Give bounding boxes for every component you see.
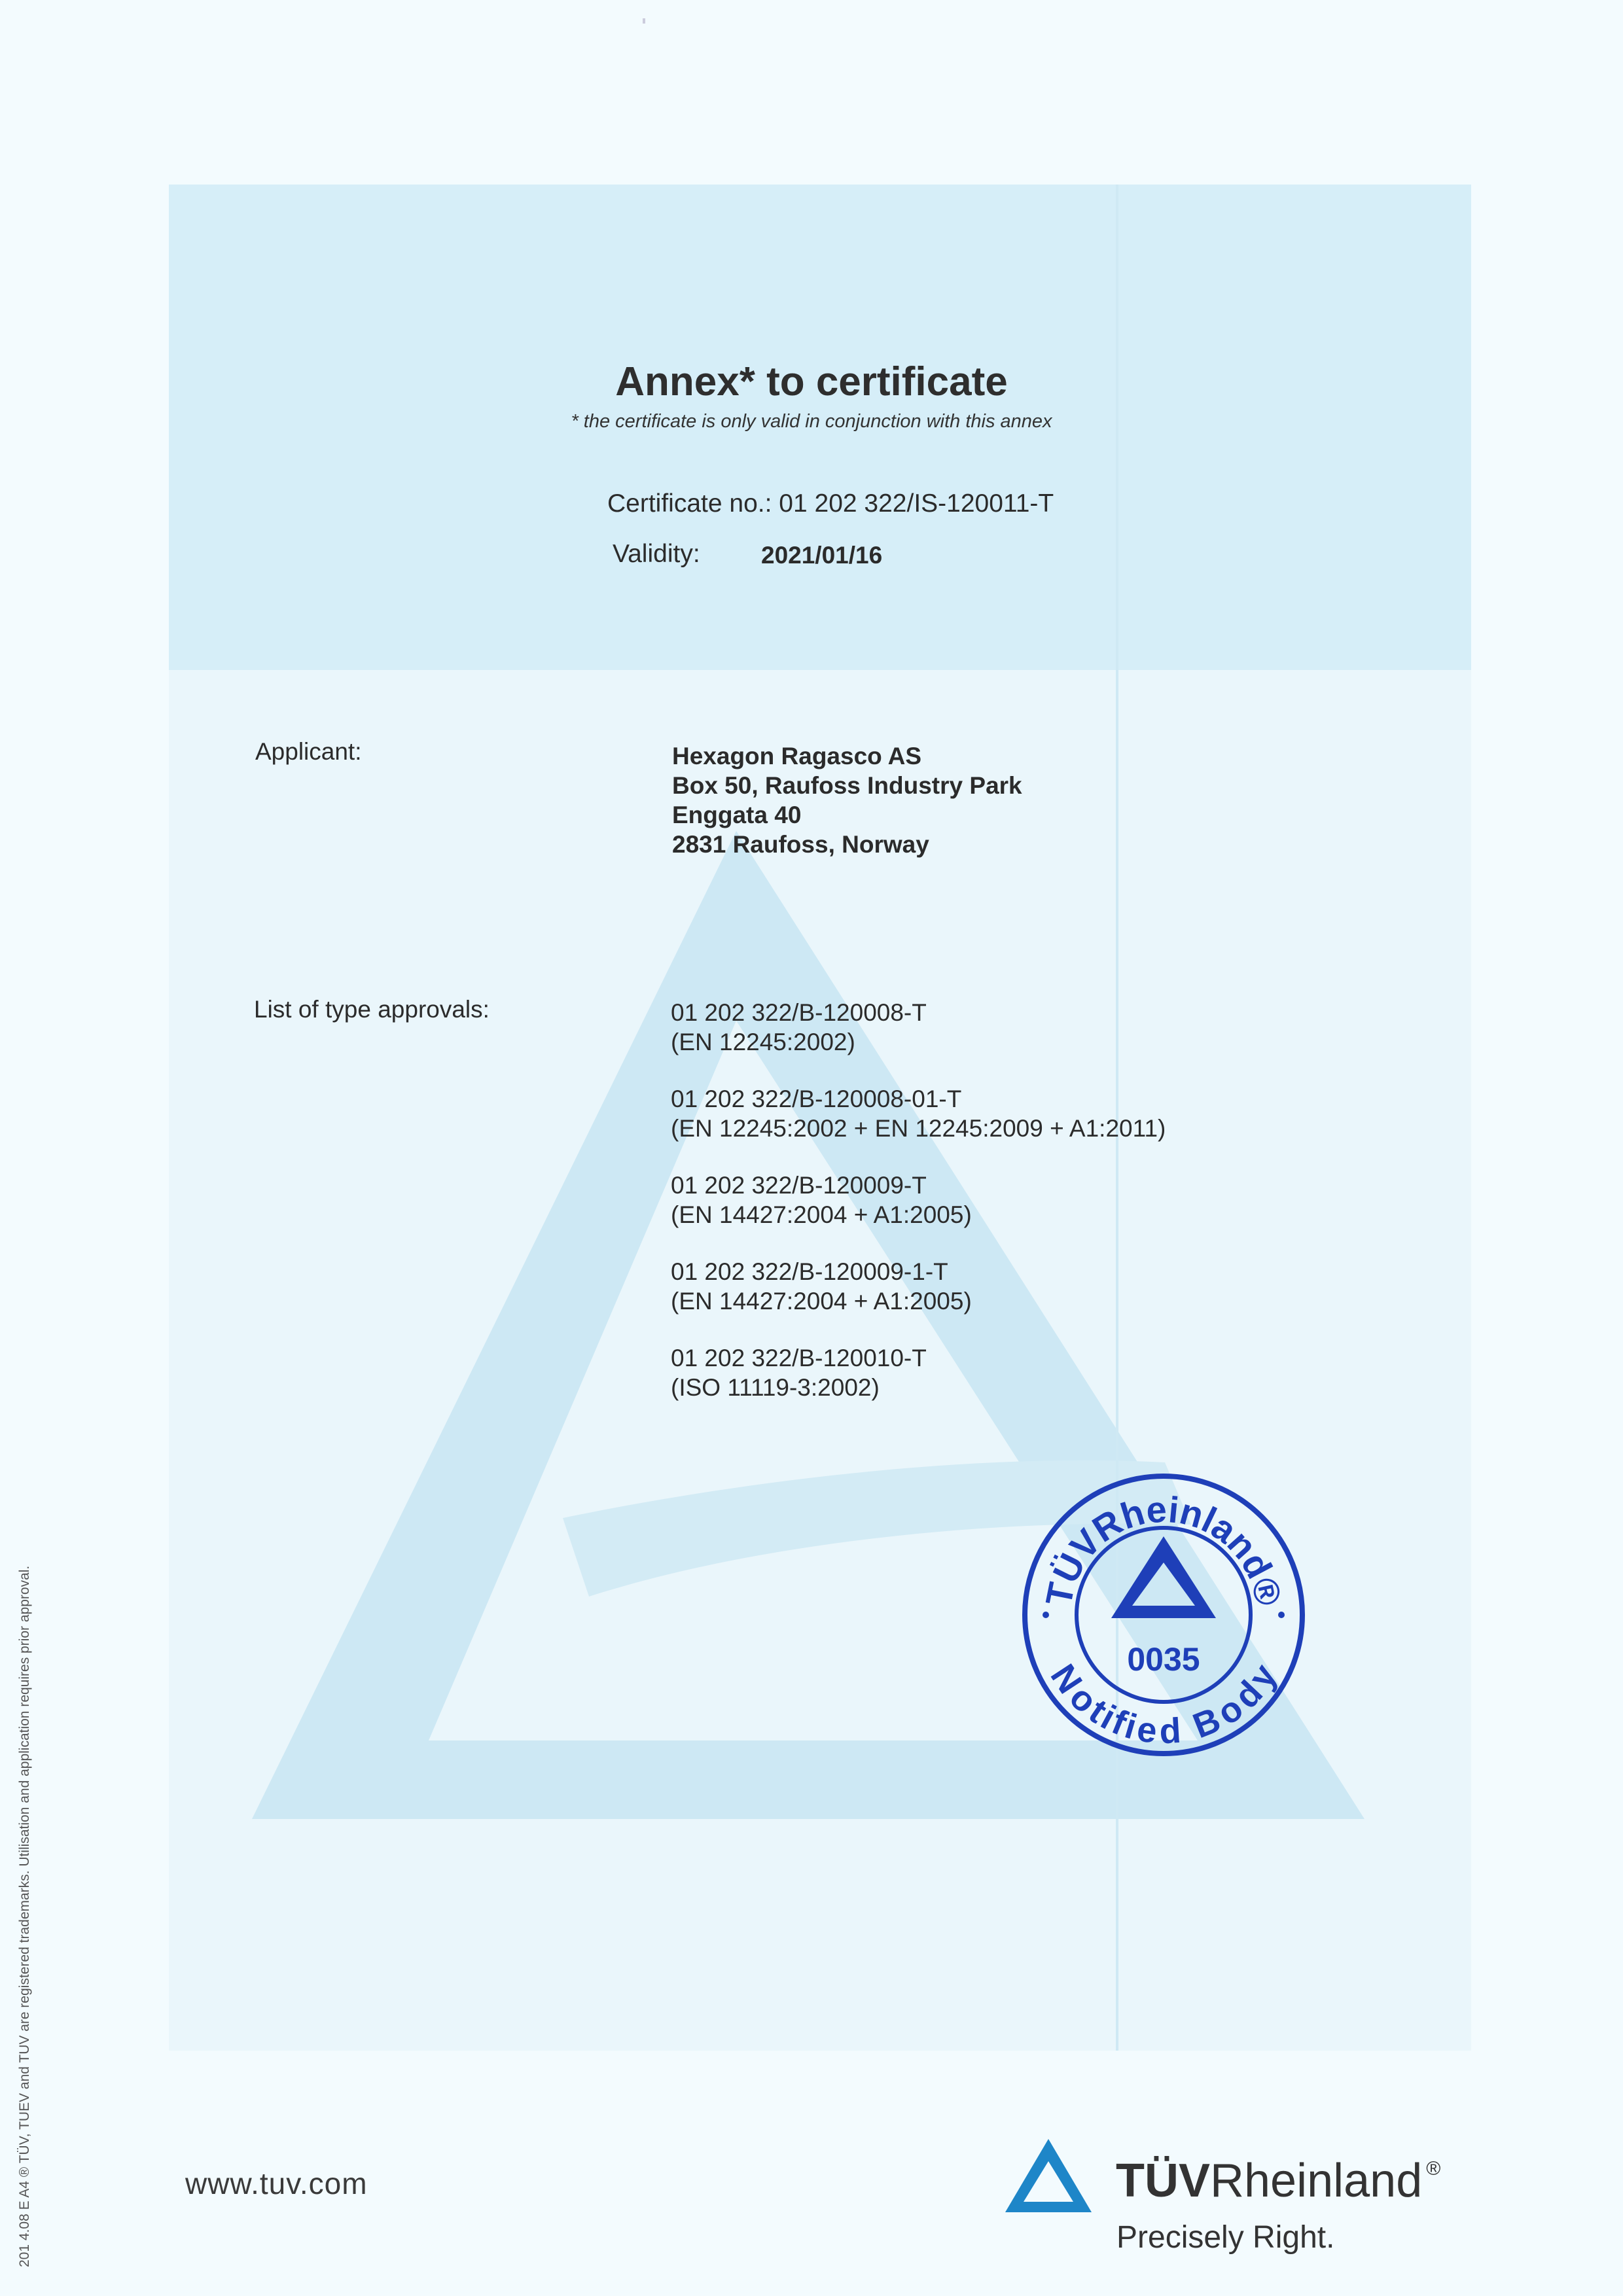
tuv-logo-icon	[1003, 2136, 1094, 2218]
footer-url: www.tuv.com	[185, 2166, 368, 2200]
stamp-bottom-text: Notified Body	[1043, 1657, 1285, 1752]
stamp-top-text: TÜVRheinland®	[1037, 1488, 1290, 1610]
brand-name	[1116, 2154, 1440, 2208]
annex-note: * the certificate is only valid in conjunction with this annex	[571, 411, 1052, 432]
applicant-line: 2831 Raufoss, Norway	[672, 831, 929, 858]
brand-tagline: Precisely Right.	[1116, 2220, 1335, 2255]
notified-body-stamp	[1020, 1471, 1308, 1759]
applicant-line: Hexagon Ragasco AS	[672, 743, 922, 769]
page-title: Annex* to certificate	[615, 359, 1008, 404]
approval-item	[671, 1084, 1166, 1143]
approval-item	[671, 998, 1166, 1057]
certificate-label: Certificate no.:	[607, 489, 772, 518]
validity-value: 2021/01/16	[761, 542, 883, 569]
approval-standard: (ISO 11119-3:2002)	[671, 1374, 880, 1401]
validity-label: Validity:	[613, 540, 700, 568]
approval-standard: (EN 14427:2004 + A1:2005)	[671, 1288, 972, 1315]
applicant-line: Enggata 40	[672, 802, 802, 828]
registered-mark: ®	[1426, 2158, 1441, 2180]
approval-number: 01 202 322/B-120009-1-T	[671, 1258, 948, 1285]
approvals-label: List of type approvals:	[254, 996, 490, 1023]
approval-number: 01 202 322/B-120009-T	[671, 1172, 927, 1199]
approval-item	[671, 1257, 1166, 1316]
certificate-number-row	[607, 489, 1054, 518]
side-legal-text: 201 4.08 E A4 ® TÜV, TUEV and TUV are registered trademarks. Utilisation and application requires prior approval.	[17, 1565, 32, 2267]
approval-number: 01 202 322/B-120010-T	[671, 1345, 927, 1371]
applicant-label: Applicant:	[255, 738, 362, 765]
applicant-line: Box 50, Raufoss Industry Park	[672, 772, 1022, 799]
certificate-number: 01 202 322/IS-120011-T	[779, 489, 1054, 518]
stamp-number: 0035	[1127, 1641, 1200, 1678]
approval-item	[671, 1343, 1166, 1402]
brand-bold: TÜV	[1116, 2155, 1210, 2207]
applicant-address	[672, 741, 1022, 859]
approval-number: 01 202 322/B-120008-T	[671, 999, 927, 1026]
approval-number: 01 202 322/B-120008-01-T	[671, 1086, 962, 1112]
approval-standard: (EN 12245:2002 + EN 12245:2009 + A1:2011)	[671, 1115, 1166, 1142]
brand-regular: Rheinland	[1210, 2155, 1423, 2207]
approval-standard: (EN 12245:2002)	[671, 1029, 855, 1055]
approval-item	[671, 1171, 1166, 1229]
approval-standard: (EN 14427:2004 + A1:2005)	[671, 1201, 972, 1228]
approvals-list	[671, 998, 1166, 1430]
